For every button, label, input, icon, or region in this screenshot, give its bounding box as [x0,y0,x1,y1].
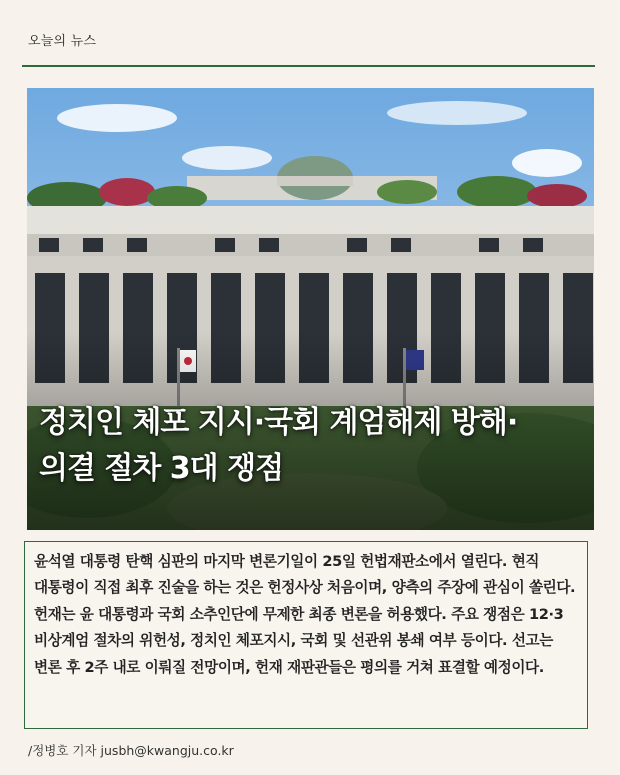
headline-line-1: 정치인 체포 지시·국회 계엄해제 방해· [39,405,518,440]
section-label: 오늘의 뉴스 [28,34,97,49]
header-divider [22,65,595,67]
headline-line-2: 의결 절차 3대 쟁점 [39,451,284,486]
news-photo [27,88,594,530]
byline: /정병호 기자 jusbh@kwangju.co.kr [28,743,234,758]
article-body: 윤석열 대통령 탄핵 심판의 마지막 변론기일이 25일 헌법재판소에서 열린다. 현직 대통령이 직접 최후 진술을 하는 것은 헌정사상 처음이며, 양측의 주장에 관심이 쏠린다. 헌재는 윤 대통령과 국회 소추인단에 무제한 최종 변론을 허용했다. 주요 쟁점은 12·3 비상계엄 절차의 위헌성, 정치인 체포지시, 국회 및 선관위 봉쇄 여부 등이다. 선고는 변론 후 2주 내로 이뤄질 전망이며, 헌재 재판관들은 평의를 거쳐 표결할 예정이다. [34,553,576,676]
article-box [24,541,588,729]
headline [39,400,589,492]
